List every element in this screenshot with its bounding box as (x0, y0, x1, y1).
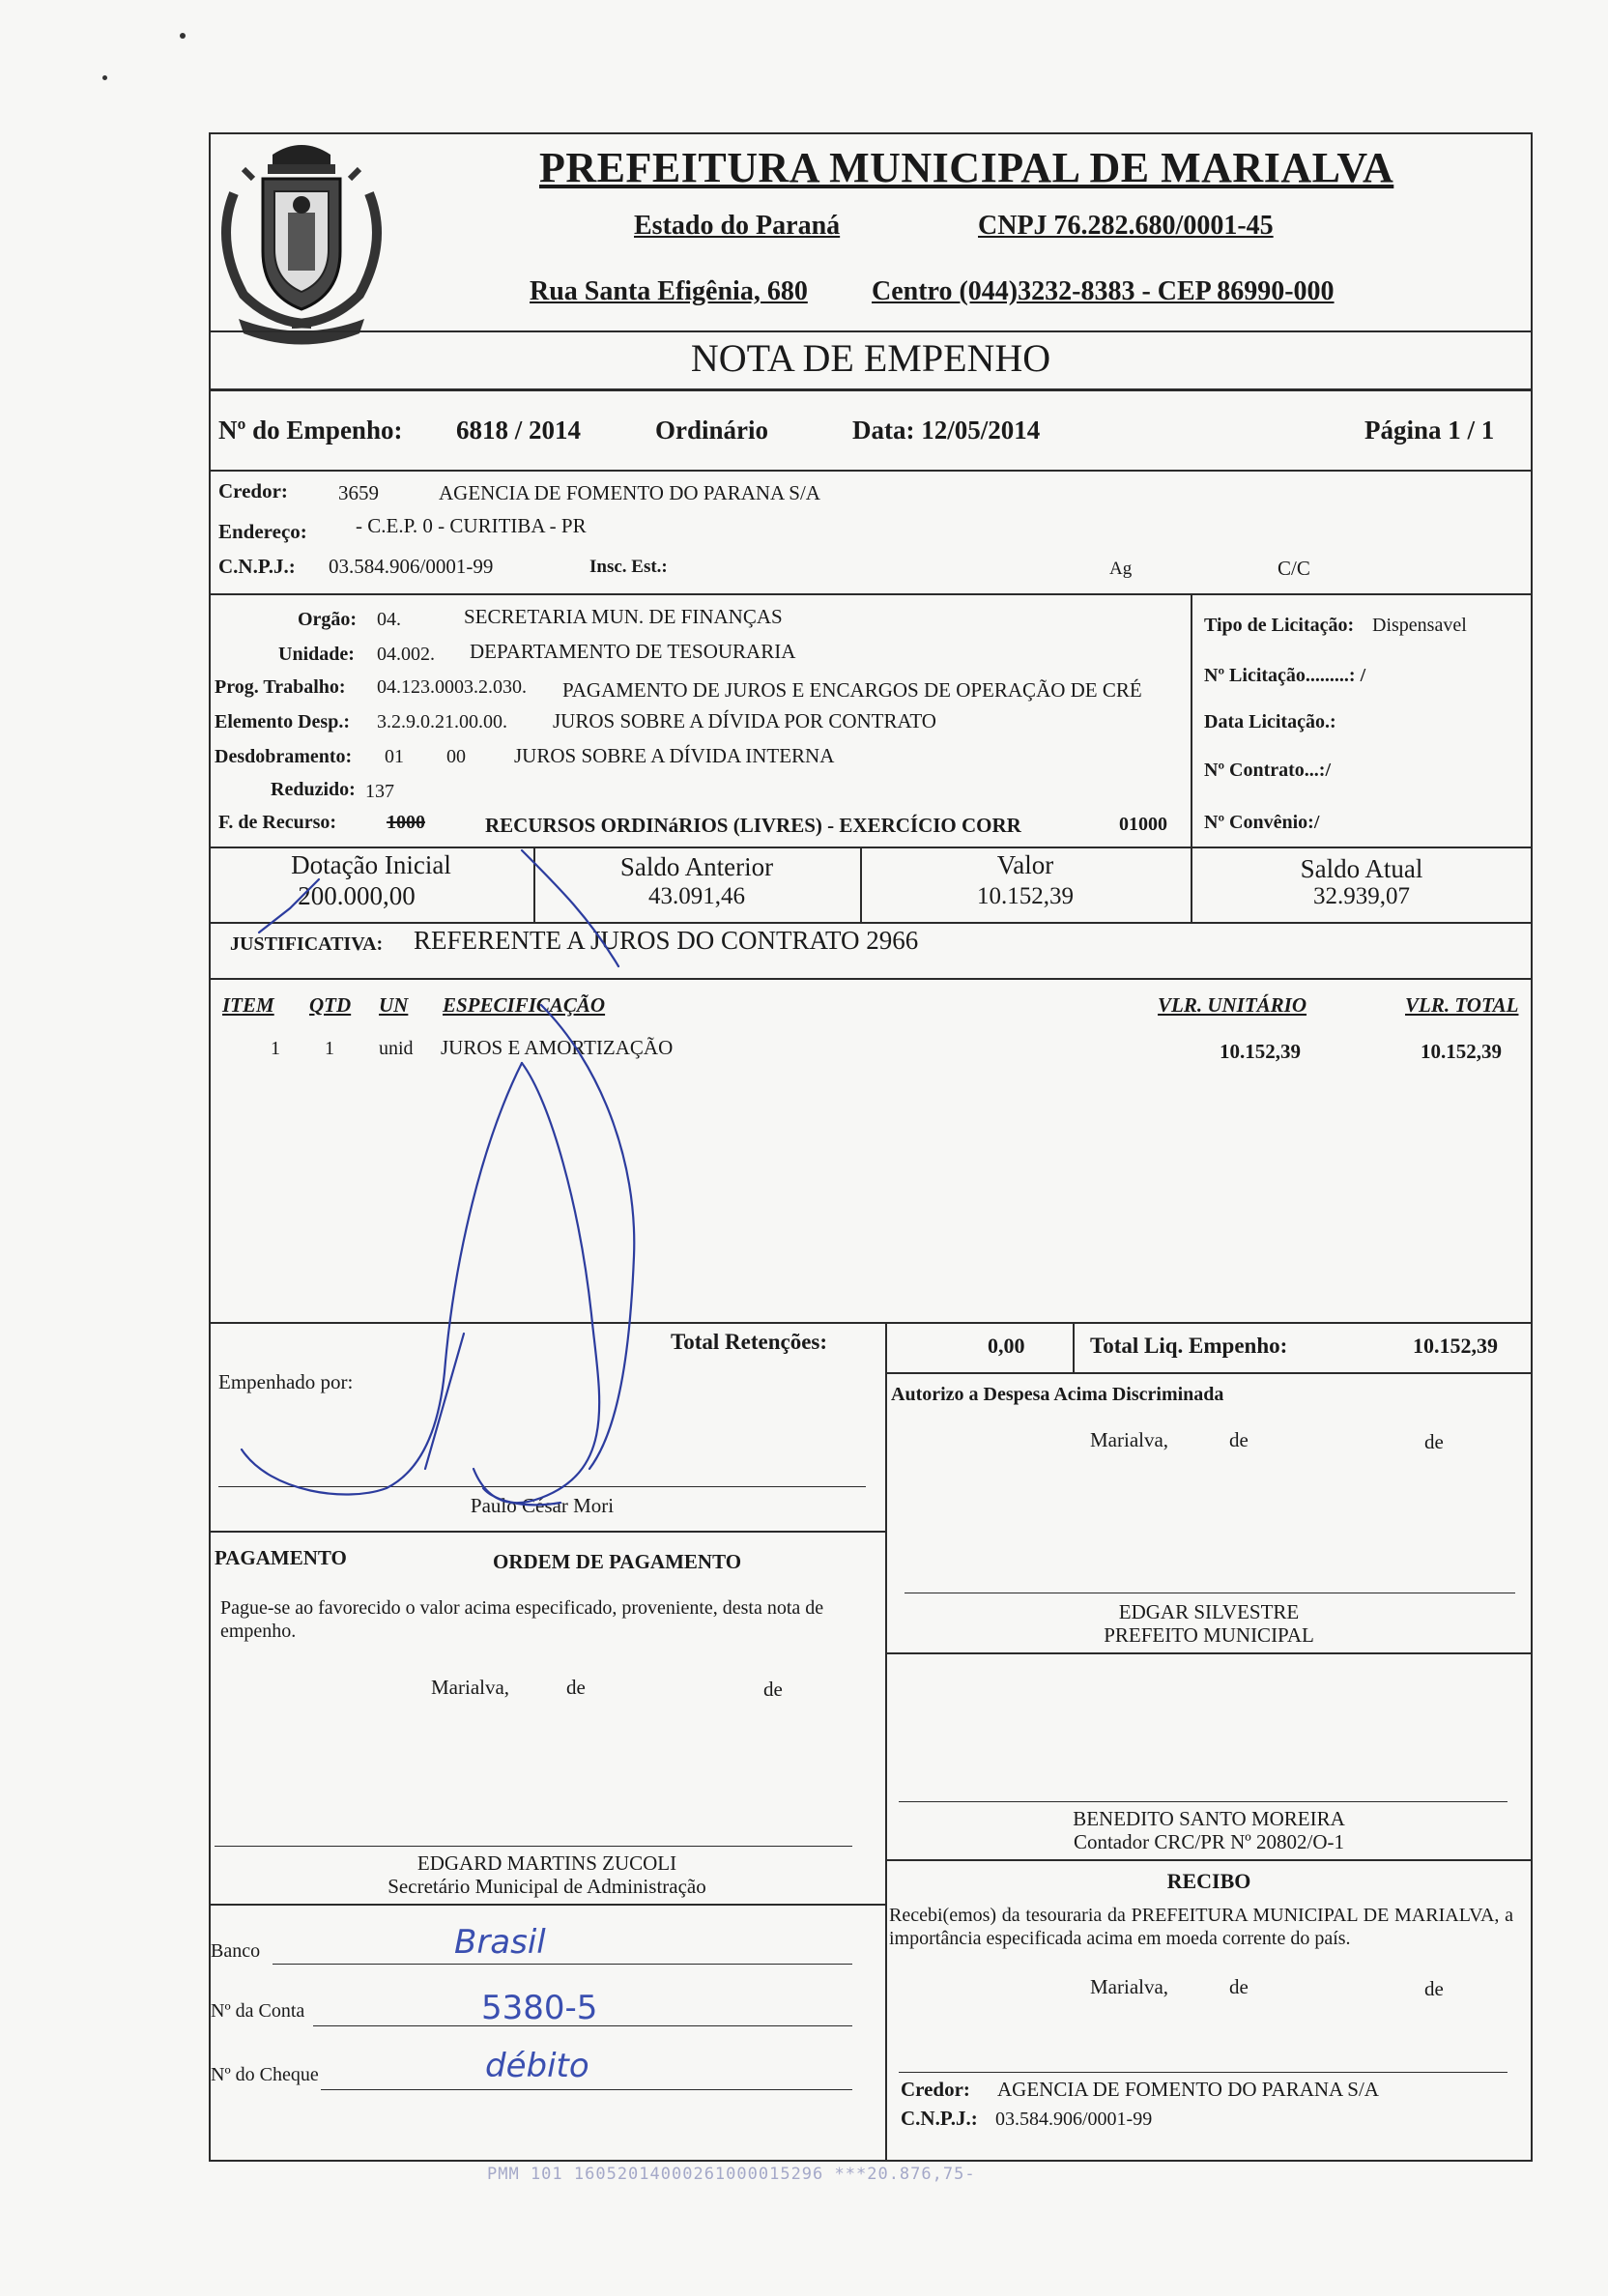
retencoes-label: Total Retenções: (671, 1330, 828, 1354)
empenho-type: Ordinário (655, 416, 769, 445)
divider (1191, 593, 1192, 847)
divider (209, 388, 1533, 391)
recurso-desc: RECURSOS ORDINáRIOS (LIVRES) - EXERCÍCIO CORR (485, 814, 1021, 837)
contador-role: Contador CRC/PR Nº 20802/O-1 (1073, 1830, 1345, 1853)
divider (885, 1652, 1533, 1654)
conta-value: 5380-5 (481, 1989, 598, 2027)
autorizo-label: Autorizo a Despesa Acima Discriminada (891, 1384, 1224, 1405)
pagamento-text: Pague-se ao favorecido o valor acima especificado, proveniente, desta nota de empenho. (220, 1597, 824, 1642)
tipo-licitacao-value: Dispensavel (1372, 615, 1467, 636)
saldo-atual-label: Saldo Atual (1300, 854, 1423, 883)
valor-label: Valor (996, 850, 1054, 879)
liq-label: Total Liq. Empenho: (1090, 1334, 1288, 1358)
credor-label: Credor: (218, 479, 288, 502)
pagamento-city: Marialva, (431, 1676, 510, 1699)
row-item: 1 (271, 1038, 280, 1059)
recibo-title: RECIBO (1166, 1869, 1251, 1893)
recibo-de1: de (1229, 1975, 1249, 1998)
banco-value: Brasil (454, 1923, 546, 1962)
elemento-label: Elemento Desp.: (215, 711, 350, 732)
row-qtd: 1 (325, 1038, 334, 1059)
saldo-anterior-label: Saldo Anterior (619, 852, 774, 881)
prog-trabalho-label: Prog. Trabalho: (215, 676, 346, 698)
data-licitacao-label: Data Licitação.: (1204, 711, 1336, 732)
desdobramento-label: Desdobramento: (215, 746, 353, 767)
desdobramento-code1: 01 (385, 746, 404, 767)
recibo-credor-label: Credor: (901, 2078, 970, 2101)
dotacao-label: Dotação Inicial (291, 850, 451, 879)
recurso-label: F. de Recurso: (218, 812, 337, 833)
divider (209, 922, 1533, 924)
footer-stamp: PMM 101 16052014000261000015296 ***20.876,75- (487, 2165, 976, 2184)
row-un: unid (379, 1038, 414, 1059)
signature-line (218, 1486, 866, 1487)
divider (209, 1904, 885, 1906)
prefeito-name: EDGAR SILVESTRE (1118, 1600, 1300, 1623)
endereco-value: - C.E.P. 0 - CURITIBA - PR (356, 514, 587, 537)
divider (209, 470, 1533, 472)
divider (209, 978, 1533, 980)
divider (209, 593, 1533, 595)
row-vlr-total: 10.152,39 (1421, 1040, 1502, 1063)
empenhado-name: Paulo César Mori (470, 1494, 615, 1517)
col-vlr-unit-header: VLR. UNITÁRIO (1158, 993, 1307, 1017)
autorizo-de1: de (1229, 1428, 1249, 1451)
num-licitacao-label: Nº Licitação.........: / (1204, 665, 1366, 686)
ordem-pagamento-label: ORDEM DE PAGAMENTO (493, 1550, 742, 1573)
col-qtd-header: QTD (309, 993, 352, 1017)
recurso-code: 1000 (387, 812, 425, 833)
tipo-licitacao-label: Tipo de Licitação: (1204, 615, 1355, 636)
divider (1073, 1322, 1075, 1372)
divider (885, 1372, 1533, 1374)
row-espec: JUROS E AMORTIZAÇÃO (441, 1036, 674, 1059)
saldo-anterior-value: 43.091,46 (648, 883, 745, 909)
empenho-number: 6818 / 2014 (456, 416, 582, 445)
divider (885, 1859, 1533, 1861)
reduzido-value: 137 (365, 781, 394, 802)
divider (209, 1531, 885, 1533)
desdobramento-desc: JUROS SOBRE A DÍVIDA INTERNA (514, 744, 835, 767)
credor-name: AGENCIA DE FOMENTO DO PARANA S/A (439, 481, 820, 504)
pagamento-de2: de (763, 1678, 783, 1701)
secretario-role: Secretário Municipal de Administração (388, 1875, 706, 1898)
recibo-credor-value: AGENCIA DE FOMENTO DO PARANA S/A (997, 2078, 1379, 2101)
col-item-header: ITEM (222, 993, 274, 1017)
divider (209, 847, 1533, 848)
elemento-code: 3.2.9.0.21.00.00. (377, 711, 507, 732)
banco-label: Banco (211, 1940, 261, 1962)
org-cnpj: CNPJ 76.282.680/0001-45 (978, 211, 1274, 241)
recibo-cnpj-value: 03.584.906/0001-99 (995, 2109, 1153, 2130)
org-name: PREFEITURA MUNICIPAL DE MARIALVA (539, 144, 1394, 191)
unidade-label: Unidade: (278, 644, 355, 665)
address-rest: Centro (044)3232-8383 - CEP 86990-000 (872, 276, 1335, 306)
contador-name: BENEDITO SANTO MOREIRA (1073, 1807, 1345, 1830)
orgao-desc: SECRETARIA MUN. DE FINANÇAS (464, 605, 783, 628)
recibo-cnpj-label: C.N.P.J.: (901, 2107, 978, 2130)
cnpj-label: C.N.P.J.: (218, 555, 296, 578)
autorizo-de2: de (1424, 1430, 1444, 1453)
col-espec-header: ESPECIFICAÇÃO (443, 993, 606, 1017)
page-number: Página 1 / 1 (1364, 416, 1495, 445)
empenho-date: Data: 12/05/2014 (852, 416, 1041, 445)
pagamento-label: PAGAMENTO (215, 1546, 347, 1569)
elemento-desc: JUROS SOBRE A DÍVIDA POR CONTRATO (553, 709, 936, 732)
orgao-code: 04. (377, 609, 401, 630)
ag-label: Ag (1109, 559, 1133, 579)
recibo-de2: de (1424, 1977, 1444, 2000)
retencoes-value: 0,00 (988, 1334, 1025, 1358)
state-name: Estado do Paraná (634, 211, 841, 241)
conta-label: Nº da Conta (211, 2000, 305, 2022)
unidade-desc: DEPARTAMENTO DE TESOURARIA (470, 640, 796, 663)
unidade-code: 04.002. (377, 644, 435, 665)
orgao-label: Orgão: (298, 609, 358, 630)
recibo-text: Recebi(emos) da tesouraria da PREFEITURA MUNICIPAL DE MARIALVA, a importância especificada acima em moeda corrente do país. (889, 1905, 1513, 1949)
divider (885, 1372, 887, 2162)
document-title: NOTA DE EMPENHO (690, 336, 1051, 380)
dotacao-value: 200.000,00 (298, 881, 416, 910)
num-convenio-label: Nº Convênio:/ (1204, 812, 1320, 833)
reduzido-label: Reduzido: (271, 779, 356, 800)
cc-label: C/C (1278, 557, 1310, 580)
insc-est-label: Insc. Est.: (589, 557, 668, 577)
col-un-header: UN (379, 993, 409, 1017)
prog-trabalho-desc: PAGAMENTO DE JUROS E ENCARGOS DE OPERAÇÃO DE CRÉ (562, 678, 1142, 702)
row-vlr-unit: 10.152,39 (1220, 1040, 1301, 1063)
address-street: Rua Santa Efigênia, 680 (530, 276, 808, 306)
prefeito-role: PREFEITO MUNICIPAL (1104, 1623, 1314, 1647)
signature-line (899, 2072, 1508, 2073)
valor-value: 10.152,39 (977, 883, 1074, 909)
endereco-label: Endereço: (218, 520, 307, 543)
recibo-city: Marialva, (1090, 1975, 1169, 1998)
liq-value: 10.152,39 (1413, 1334, 1498, 1358)
divider (209, 330, 1533, 332)
col-vlr-total-header: VLR. TOTAL (1405, 993, 1519, 1017)
divider (209, 1322, 1533, 1324)
num-contrato-label: Nº Contrato...:/ (1204, 760, 1332, 781)
scan-mark (102, 75, 107, 80)
secretario-name: EDGARD MARTINS ZUCOLI (416, 1851, 677, 1875)
banco-line (273, 1964, 852, 1965)
cnpj-value: 03.584.906/0001-99 (329, 555, 494, 578)
empenho-number-label: Nº do Empenho: (218, 416, 403, 445)
cheque-label: Nº do Cheque (211, 2064, 319, 2085)
autorizo-city: Marialva, (1090, 1428, 1169, 1451)
divider (885, 1322, 887, 1372)
pagamento-de1: de (566, 1676, 586, 1699)
signature-line (215, 1846, 852, 1847)
cheque-line (321, 2089, 852, 2090)
saldo-atual-value: 32.939,07 (1313, 883, 1410, 909)
prog-trabalho-code: 04.123.0003.2.030. (377, 676, 527, 698)
cheque-value: débito (485, 2047, 589, 2085)
credor-code: 3659 (338, 481, 379, 504)
recurso-code2: 01000 (1119, 814, 1167, 835)
signature-line (899, 1801, 1508, 1802)
justificativa-text: REFERENTE A JUROS DO CONTRATO 2966 (414, 926, 919, 955)
justificativa-label: JUSTIFICATIVA: (230, 933, 384, 955)
scan-mark (180, 33, 186, 39)
empenhado-label: Empenhado por: (218, 1370, 354, 1393)
desdobramento-code2: 00 (446, 746, 466, 767)
